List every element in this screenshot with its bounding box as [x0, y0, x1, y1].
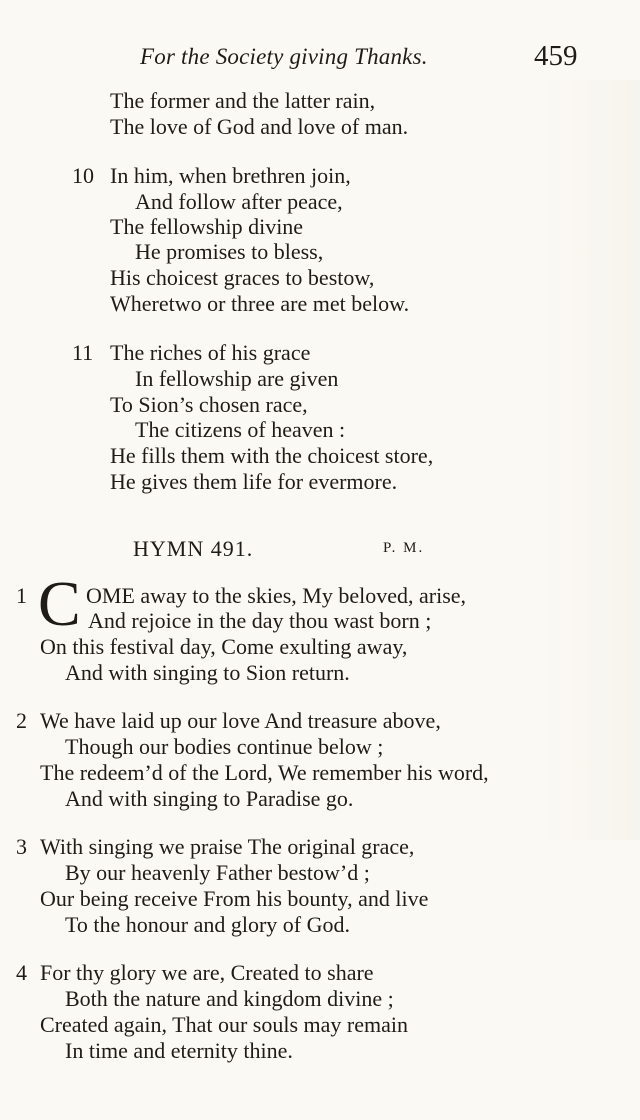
verse-line: Created again, That our souls may remain: [40, 1012, 408, 1037]
verse-line: On this festival day, Come exulting away,: [40, 634, 408, 659]
verse-number: 1: [16, 583, 27, 608]
verse-line: By our heavenly Father bestow’d ;: [65, 860, 370, 885]
verse-line: In time and eternity thine.: [65, 1038, 293, 1063]
verse-line: The riches of his grace: [110, 340, 311, 365]
verse-line: The redeem’d of the Lord, We remember his word,: [40, 760, 489, 785]
running-head: [0, 40, 640, 74]
stanza-number: 10: [72, 163, 94, 188]
verse-number: 4: [16, 960, 27, 985]
verse-line: We have laid up our love And treasure above,: [40, 708, 441, 733]
stanza-number: 11: [72, 340, 94, 365]
verse-line: He fills them with the choicest store,: [110, 443, 434, 468]
verse-line: Though our bodies continue below ;: [65, 734, 384, 759]
verse-number: 3: [16, 834, 27, 859]
verse-line: In him, when brethren join,: [110, 163, 351, 188]
verse-line: The citizens of heaven :: [135, 417, 346, 442]
hymn-meter: P. M.: [383, 540, 425, 556]
page-number: 459: [534, 40, 578, 72]
drop-cap: C: [38, 568, 81, 639]
verse-line: He promises to bless,: [135, 239, 324, 264]
verse-line: The former and the latter rain,: [110, 88, 376, 113]
verse-line: Wheretwo or three are met below.: [110, 291, 410, 316]
verse-line: To Sion’s chosen race,: [110, 392, 308, 417]
verse-line: He gives them life for evermore.: [110, 469, 398, 494]
verse-line: In fellowship are given: [135, 366, 339, 391]
bleed-through-shade: [540, 80, 640, 840]
running-title: For the Society giving Thanks.: [140, 44, 428, 69]
verse-line: And rejoice in the day thou wast born ;: [88, 608, 432, 633]
verse-line: His choicest graces to bestow,: [110, 265, 375, 290]
verse-line: And with singing to Sion return.: [65, 660, 350, 685]
verse-line: Our being receive From his bounty, and live: [40, 886, 429, 911]
verse-line: The fellowship divine: [110, 214, 304, 239]
verse-line: Both the nature and kingdom divine ;: [65, 986, 394, 1011]
verse-line: With singing we praise The original grace,: [40, 834, 415, 859]
verse-line: For thy glory we are, Created to share: [40, 960, 374, 985]
hymn-heading: HYMN 491.: [133, 536, 254, 561]
verse-number: 2: [16, 708, 27, 733]
verse-line: And with singing to Paradise go.: [65, 786, 354, 811]
verse-line: OME away to the skies, My beloved, arise,: [86, 583, 467, 608]
verse-line: And follow after peace,: [135, 189, 343, 214]
verse-line: The love of God and love of man.: [110, 114, 409, 139]
verse-line: To the honour and glory of God.: [65, 912, 351, 937]
